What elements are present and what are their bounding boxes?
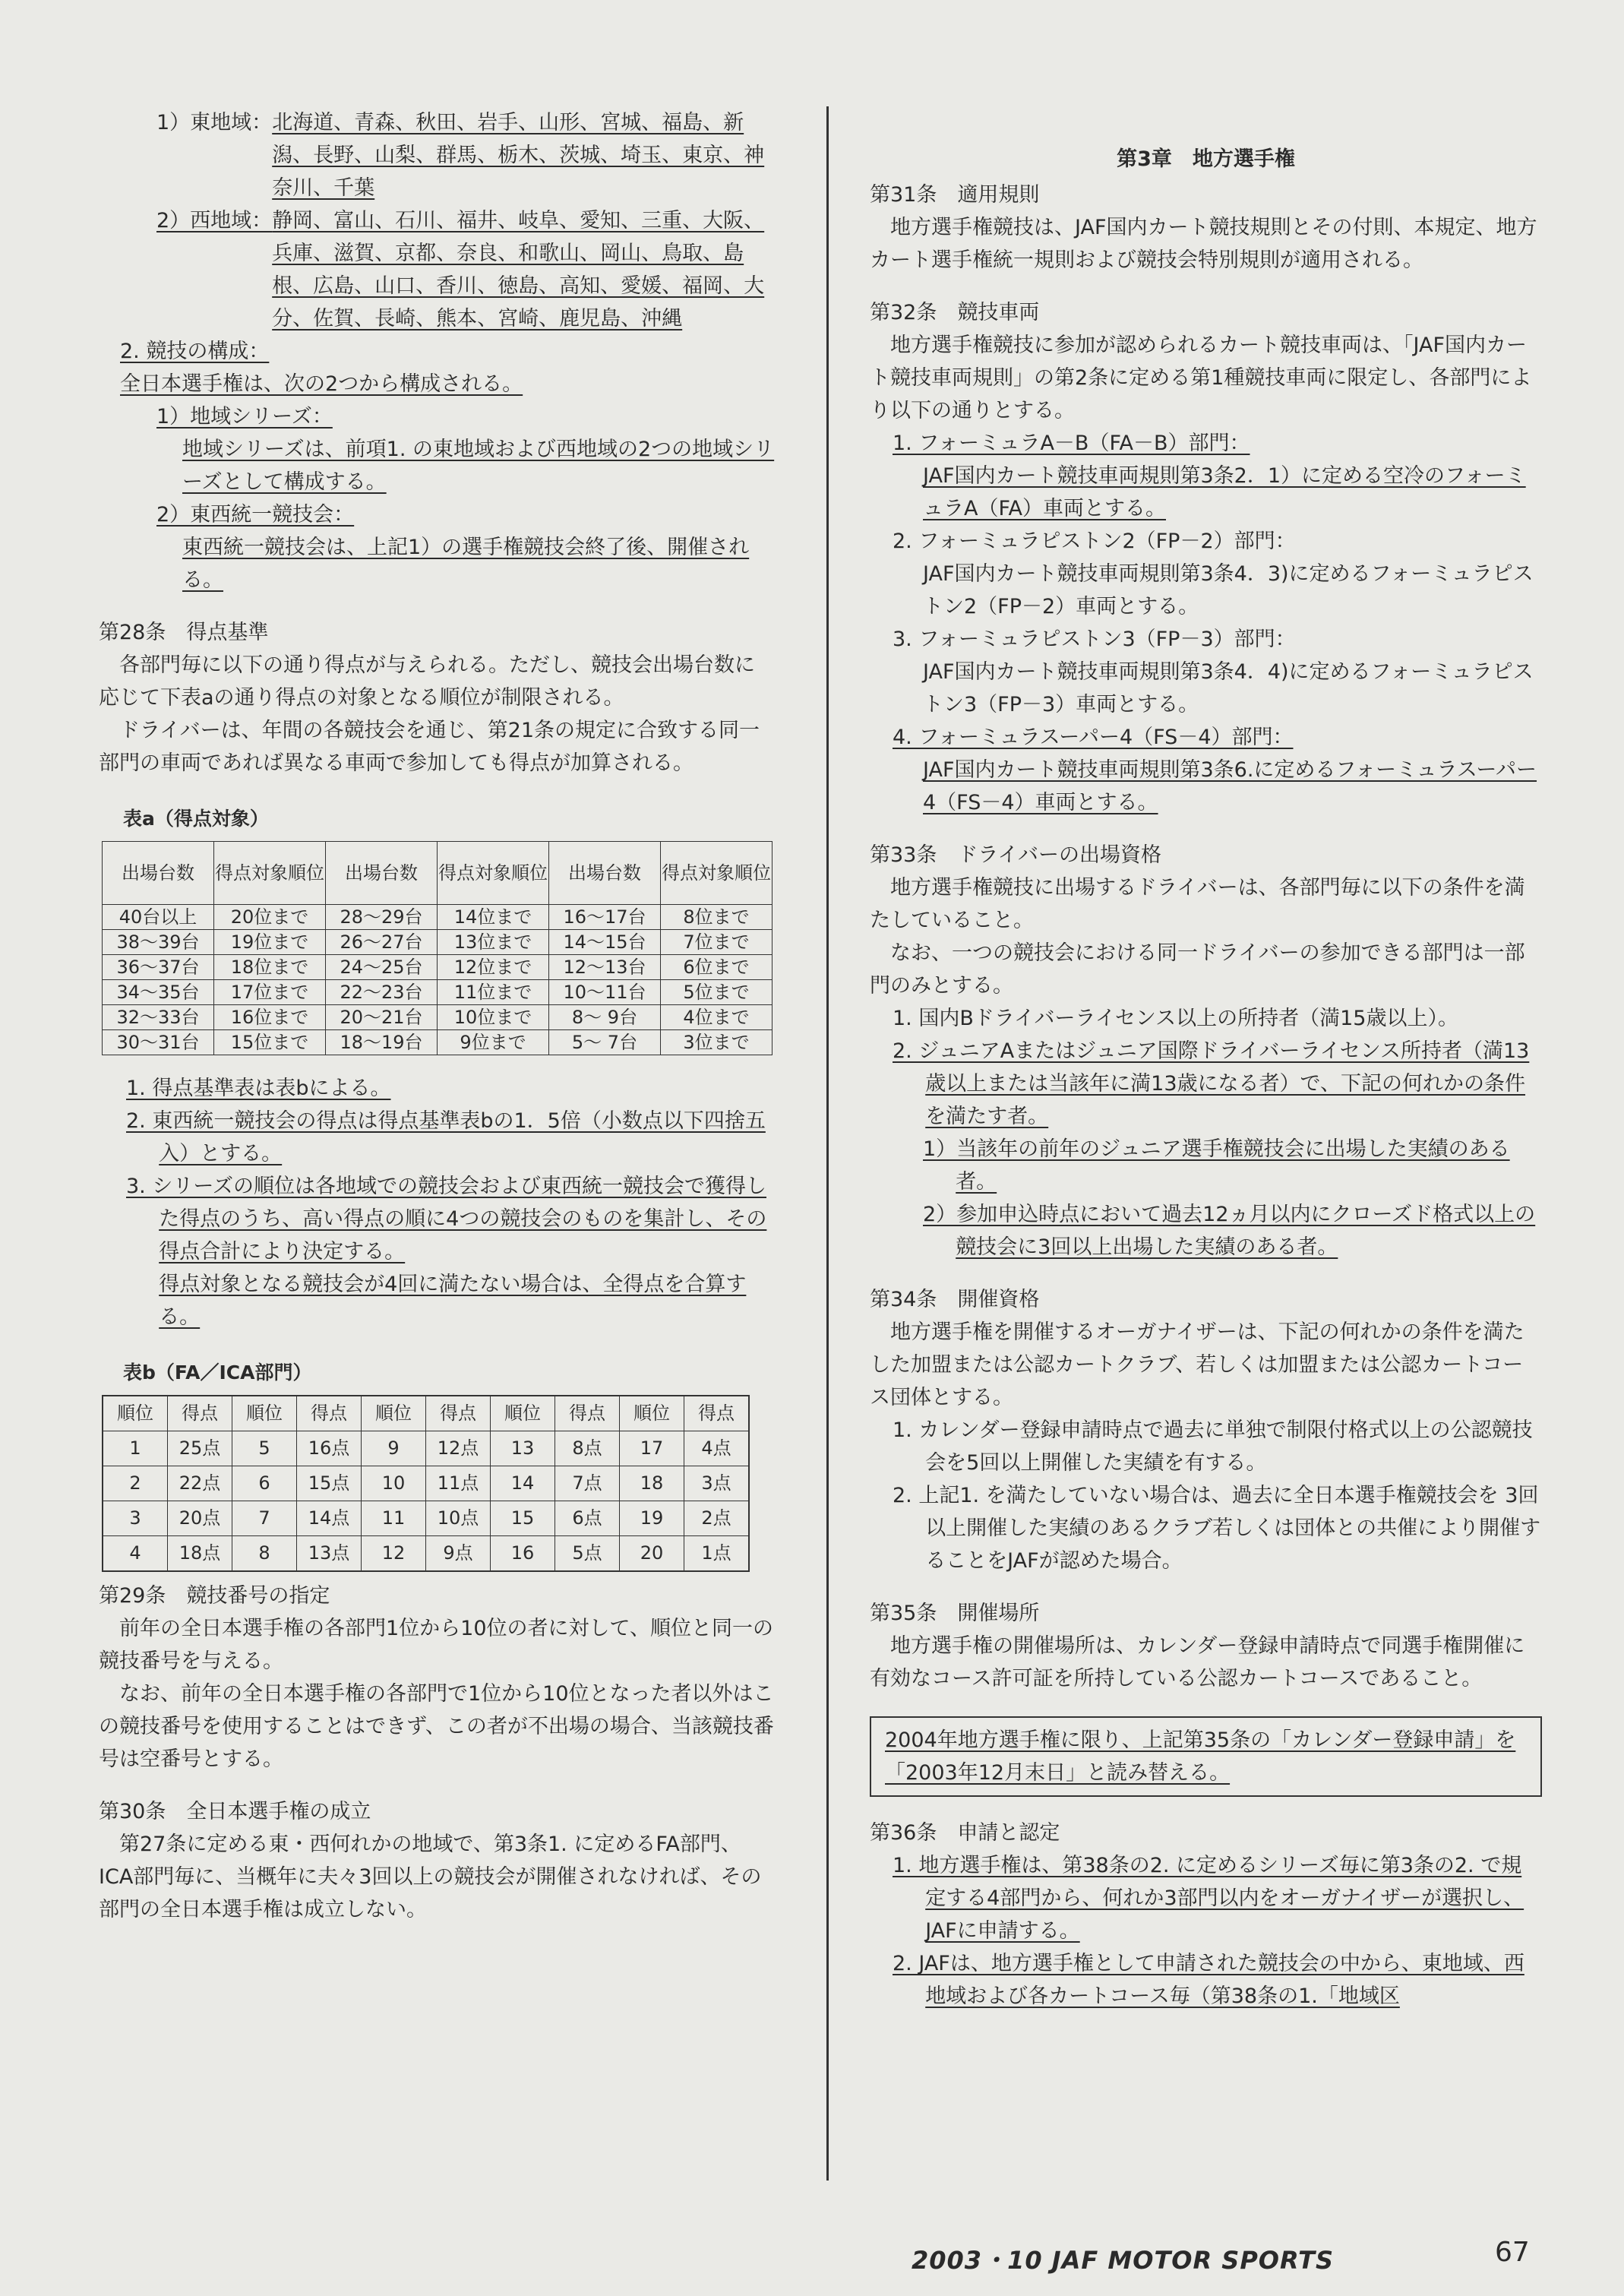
art35-para-1: 地方選手権の開催場所は、カレンダー登録申請時点で同選手権開催に有効なコース許可証を所持している公認カートコースであること。 [870,1634,1525,1690]
art31-title: 第31条 適用規則 [870,183,1040,207]
art33-para-2: なお、一つの競技会における同一ドライバーの参加できる部門は一部門のみとする。 [870,941,1525,998]
art34-title: 第34条 開催資格 [870,1288,1040,1311]
table-b-header-row [103,1396,749,1431]
table-a-cell: 14位まで [438,905,549,930]
region-west-label: 2）西地域： [156,209,273,232]
page-number: 67 [1495,2237,1530,2268]
table-b-cell: 16点 [297,1431,362,1466]
composition-item-1-text: 地域シリーズは、前項1. の東地域および西地域の2つの地域シリーズとして構成する。 [182,438,775,494]
table-b-cell: 20点 [168,1501,232,1536]
composition-item-2-head: 2）東西統一競技会： [156,503,355,527]
region-west-list: 静岡、富山、石川、福井、岐阜、愛知、三重、大阪、兵庫、滋賀、京都、奈良、和歌山、岡山、鳥取、島根、広島、山口、香川、徳島、高知、愛媛、福岡、大分、佐賀、長崎、熊本、宮崎、鹿児島、沖縄 [272,209,765,330]
art32-title: 第32条 競技車両 [870,301,1040,324]
table-b-cell: 2点 [684,1501,750,1536]
table-b-header: 得点 [684,1396,750,1431]
table-b-cell: 11 [362,1501,426,1536]
table-b-cell: 4点 [684,1431,750,1466]
table-a-row [103,905,773,930]
table-b-cell: 15点 [297,1466,362,1501]
art33-subitem-1: 1）当該年の前年のジュニア選手権競技会に出場した実績のある者。 [923,1137,1510,1194]
table-a-cell: 18位まで [214,955,326,980]
table-a-row [103,980,773,1005]
art32-para-1: 地方選手権競技に参加が認められるカート競技車両は、「JAF国内カート競技車両規則」の第2条に定める第1種競技車両に限定し、各部門により以下の通りとする。 [870,334,1532,422]
table-a-cell: 8～ 9台 [549,1005,661,1030]
table-a-cell: 12位まで [438,955,549,980]
art29-title: 第29条 競技番号の指定 [99,1584,330,1608]
table-b-header: 得点 [426,1396,491,1431]
table-b-cell: 8点 [555,1431,620,1466]
table-a-cell: 6位まで [661,955,773,980]
table-a-cell: 38～39台 [103,930,214,955]
art33-item-1: 1. 国内Bドライバーライセンス以上の所持者（満15歳以上）。 [893,1007,1458,1030]
note-2 [126,1105,775,1170]
table-b-header: 順位 [620,1396,684,1431]
table-a-cell: 10位まで [438,1005,549,1030]
notice-box-text: 2004年地方選手権に限り、上記第35条の「カレンダー登録申請」を「2003年12月末日」と読み替える。 [885,1728,1516,1785]
table-a-cell: 18～19台 [326,1030,438,1055]
table-a-caption: 表a（得点対象） [123,808,269,830]
table-a-header: 出場台数 [549,842,661,905]
art30-para-1: 第27条に定める東・西何れかの地域で、第3条1. に定めるFA部門、ICA部門毎に、当概年に夫々3回以上の競技会が開催されなければ、その部門の全日本選手権は成立しない。 [99,1833,762,1921]
note-3-text: 3. シリーズの順位は各地域での競技会および東西統一競技会で獲得した得点のうち、高い得点の順に4つの競技会のものを集計し、その得点合計により決定する。 [126,1175,767,1263]
table-b-header: 順位 [362,1396,426,1431]
table-b-cell: 10 [362,1466,426,1501]
table-b-row [103,1501,749,1536]
table-b-cell: 16 [491,1536,555,1572]
composition-body: 全日本選手権は、次の2つから構成される。 [120,372,523,396]
table-a-cell: 28～29台 [326,905,438,930]
table-a [102,841,773,1055]
table-b-cell: 6点 [555,1501,620,1536]
table-b-cell: 15 [491,1501,555,1536]
region-east-list: 北海道、青森、秋田、岩手、山形、宮城、福島、新潟、長野、山梨、群馬、栃木、茨城、埼玉、東京、神奈川、千葉 [272,111,765,200]
art32-item-4-head: 4. フォーミュラスーパー4（FS－4）部門： [893,726,1294,749]
table-b-cell: 4 [103,1536,168,1572]
composition-item-2-text: 東西統一競技会は、上記1）の選手権競技会終了後、開催される。 [182,536,750,592]
table-b-header: 得点 [168,1396,232,1431]
art34-para-1: 地方選手権を開催するオーガナイザーは、下記の何れかの条件を満たした加盟または公認カートクラブ、若しくは加盟または公認カートコース団体とする。 [870,1320,1524,1409]
table-b-cell: 18点 [168,1536,232,1572]
table-a-cell: 22～23台 [326,980,438,1005]
art30-title: 第30条 全日本選手権の成立 [99,1800,371,1823]
table-b-cell: 13 [491,1431,555,1466]
table-a-cell: 20位まで [214,905,326,930]
table-a-cell: 20～21台 [326,1005,438,1030]
art28-title: 第28条 得点基準 [99,621,269,644]
region-east [156,106,775,204]
note-2-text: 2. 東西統一競技会の得点は得点基準表bの1．5倍（小数点以下四捨五入）とする。 [126,1109,766,1165]
art28-para-2: ドライバーは、年間の各競技会を通じ、第21条の規定に合致する同一部門の車両であれば異なる車両で参加しても得点が加算される。 [99,719,760,775]
table-a-cell: 34～35台 [103,980,214,1005]
right-column [870,143,1542,2013]
table-a-header: 出場台数 [326,842,438,905]
table-b-caption: 表b（FA／ICA部門） [123,1361,312,1384]
table-b-cell: 18 [620,1466,684,1501]
table-b-cell: 1 [103,1431,168,1466]
table-b-header: 得点 [555,1396,620,1431]
table-b-cell: 6 [232,1466,297,1501]
table-a-cell: 12～13台 [549,955,661,980]
table-b-cell: 9点 [426,1536,491,1572]
table-a-cell: 4位まで [661,1005,773,1030]
table-a-cell: 32～33台 [103,1005,214,1030]
art36-item-1: 1. 地方選手権は、第38条の2. に定めるシリーズ毎に第3条の2. で規定する4部門から、何れか3部門以内をオーガナイザーが選択し、JAFに申請する。 [893,1854,1524,1943]
table-a-header: 得点対象順位 [214,842,326,905]
table-a-cell: 19位まで [214,930,326,955]
table-b-body [103,1431,749,1572]
table-a-cell: 26～27台 [326,930,438,955]
table-a-cell: 10～11台 [549,980,661,1005]
notice-box [870,1716,1542,1797]
table-a-cell: 8位まで [661,905,773,930]
art32-item-1-text: JAF国内カート競技車両規則第3条2．1）に定める空冷のフォーミュラA（FA）車両とする。 [923,464,1526,520]
art29-para-1: 前年の全日本選手権の各部門1位から10位の者に対して、順位と同一の競技番号を与える。 [99,1617,773,1673]
table-a-body [103,905,773,1055]
art33-subitem-2: 2）参加申込時点において過去12ヵ月以内にクローズド格式以上の競技会に3回以上出場した実績のある者。 [923,1203,1536,1259]
composition-item-1-head: 1）地域シリーズ： [156,405,333,429]
column-divider [826,106,829,2181]
table-b-cell: 19 [620,1501,684,1536]
table-a-header: 得点対象順位 [661,842,773,905]
table-a-cell: 7位まで [661,930,773,955]
note-3-extra: 得点対象となる競技会が4回に満たない場合は、全得点を合算する。 [159,1273,747,1329]
table-a-cell: 14～15台 [549,930,661,955]
art35-title: 第35条 開催場所 [870,1602,1040,1625]
table-b-cell: 14点 [297,1501,362,1536]
table-b-header: 得点 [297,1396,362,1431]
table-a-row [103,1005,773,1030]
art34-item-1: 1. カレンダー登録申請時点で過去に単独で制限付格式以上の公認競技会を5回以上開催した実績を有する。 [893,1418,1533,1475]
table-a-header: 得点対象順位 [438,842,549,905]
table-a-cell: 16～17台 [549,905,661,930]
art36-title: 第36条 申請と認定 [870,1821,1060,1845]
table-b-cell: 10点 [426,1501,491,1536]
table-b-header: 順位 [491,1396,555,1431]
table-b-header: 順位 [103,1396,168,1431]
table-b-cell: 3 [103,1501,168,1536]
left-column [99,106,775,1926]
table-a-cell: 5～ 7台 [549,1030,661,1055]
table-b [102,1395,750,1572]
table-a-cell: 36～37台 [103,955,214,980]
art32-item-4-text: JAF国内カート競技車両規則第3条6.に定めるフォーミュラスーパー4（FS－4）車両とする。 [923,758,1537,814]
note-1-text: 1. 得点基準表は表bによる。 [126,1077,391,1100]
table-a-header-row [103,842,773,905]
table-b-cell: 12 [362,1536,426,1572]
table-b-cell: 2 [103,1466,168,1501]
table-b-cell: 1点 [684,1536,750,1572]
table-b-cell: 7 [232,1501,297,1536]
table-b-header: 順位 [232,1396,297,1431]
table-a-row [103,930,773,955]
composition-heading: 2. 競技の構成： [120,340,270,363]
art28-para-1: 各部門毎に以下の通り得点が与えられる。ただし、競技会出場台数に応じて下表aの通り得点の対象となる順位が制限される。 [99,653,755,710]
table-a-row [103,1030,773,1055]
art32-item-3-head: 3. フォーミュラピストン3（FP－3）部門： [893,628,1296,651]
table-a-cell: 11位まで [438,980,549,1005]
region-east-label: 1）東地域： [156,111,273,134]
chapter-title: 第3章 地方選手権 [1117,147,1295,171]
art32-item-3-text: JAF国内カート競技車両規則第3条4．4)に定めるフォーミュラピストン3（FP－3）車両とする。 [923,660,1534,716]
art32-item-2-text: JAF国内カート競技車両規則第3条4．3)に定めるフォーミュラピストン2（FP－2）車両とする。 [923,562,1534,618]
region-west [156,204,775,335]
table-b-cell: 22点 [168,1466,232,1501]
table-b-cell: 17 [620,1431,684,1466]
table-a-cell: 16位まで [214,1005,326,1030]
table-b-cell: 20 [620,1536,684,1572]
table-b-cell: 5点 [555,1536,620,1572]
table-a-header: 出場台数 [103,842,214,905]
table-b-row [103,1431,749,1466]
table-b-cell: 9 [362,1431,426,1466]
table-b-cell: 12点 [426,1431,491,1466]
table-b-cell: 5 [232,1431,297,1466]
art33-title: 第33条 ドライバーの出場資格 [870,843,1162,867]
table-a-cell: 17位まで [214,980,326,1005]
art32-item-2-head: 2. フォーミュラピストン2（FP－2）部門： [893,530,1296,553]
table-a-cell: 40台以上 [103,905,214,930]
table-a-cell: 5位まで [661,980,773,1005]
table-b-cell: 7点 [555,1466,620,1501]
table-b-cell: 11点 [426,1466,491,1501]
table-a-cell: 30～31台 [103,1030,214,1055]
art34-item-2: 2. 上記1. を満たしていない場合は、過去に全日本選手権競技会を 3回以上開催した実績のあるクラブ若しくは団体との共催により開催することをJAFが認めた場合。 [893,1484,1541,1573]
table-b-row [103,1466,749,1501]
footer-magazine: 2003・10 JAF MOTOR SPORTS [912,2246,1335,2275]
table-b-cell: 8 [232,1536,297,1572]
art31-para-1: 地方選手権競技は、JAF国内カート競技規則とその付則、本規定、地方カート選手権統一規則および競技会特別規則が適用される。 [870,216,1537,272]
art32-item-1-head: 1. フォーミュラA－B（FA－B）部門： [893,432,1250,455]
table-a-row [103,955,773,980]
table-b-cell: 14 [491,1466,555,1501]
note-1 [126,1072,775,1105]
table-a-cell: 3位まで [661,1030,773,1055]
art33-para-1: 地方選手権競技に出場するドライバーは、各部門毎に以下の条件を満たしていること。 [870,876,1525,932]
note-3 [126,1170,775,1268]
table-b-row [103,1536,749,1572]
table-b-cell: 25点 [168,1431,232,1466]
art33-item-2: 2. ジュニアAまたはジュニア国際ドライバーライセンス所持者（満13歳以上または当該年に満13歳になる者）で、下記の何れかの条件を満たす者。 [893,1039,1530,1128]
table-a-cell: 9位まで [438,1030,549,1055]
table-b-cell: 3点 [684,1466,750,1501]
table-a-cell: 15位まで [214,1030,326,1055]
art36-item-2: 2. JAFは、地方選手権として申請された競技会の中から、東地域、西地域および各カートコース毎（第38条の1.「地域区 [893,1952,1524,2008]
art29-para-2: なお、前年の全日本選手権の各部門で1位から10位となった者以外はこの競技番号を使用することはできず、この者が不出場の場合、当該競技番号は空番号とする。 [99,1682,774,1771]
table-b-cell: 13点 [297,1536,362,1572]
table-a-cell: 24～25台 [326,955,438,980]
table-a-cell: 13位まで [438,930,549,955]
